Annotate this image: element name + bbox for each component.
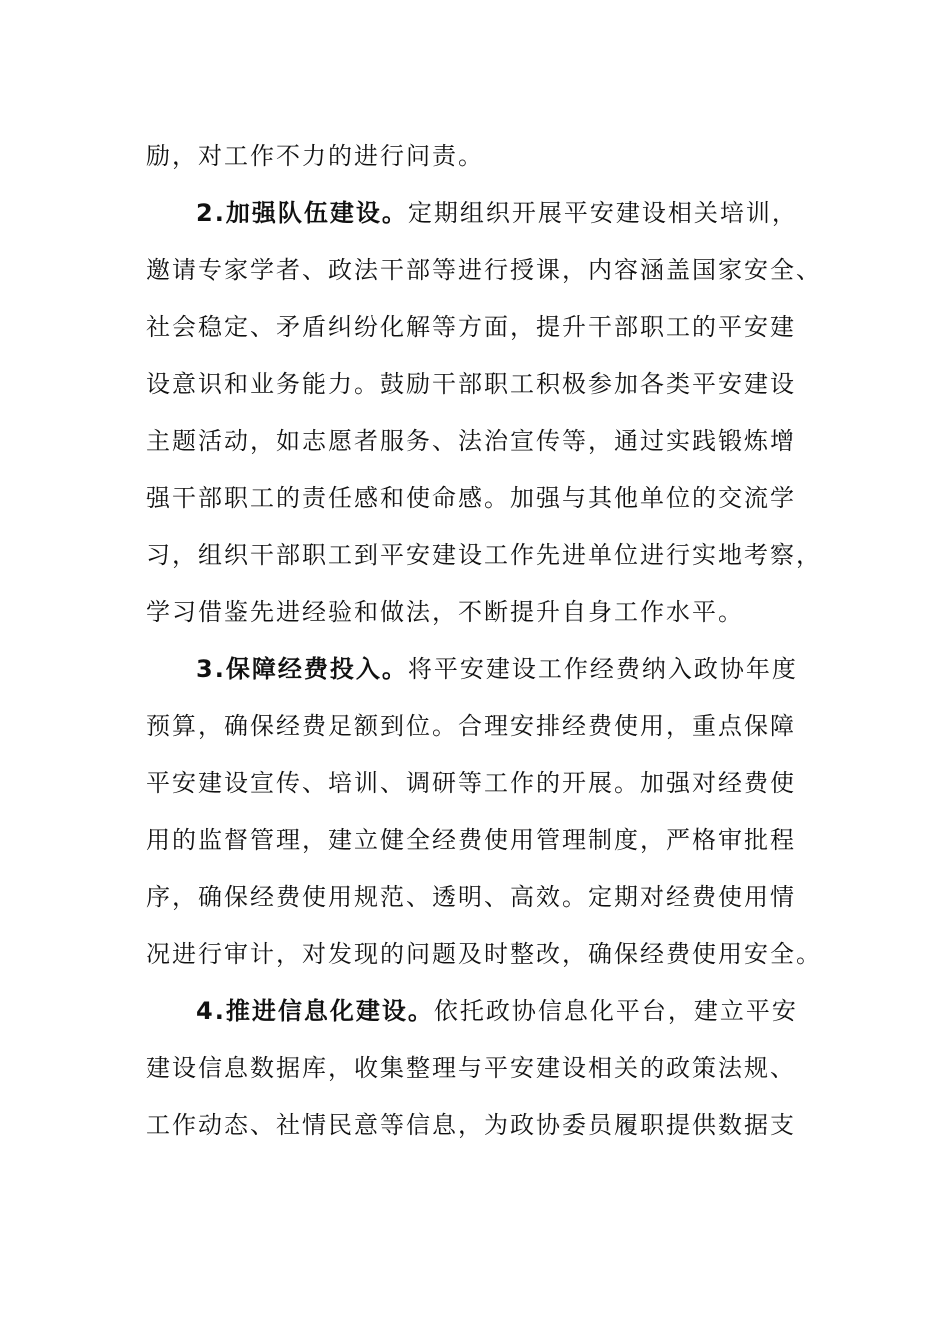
paragraph-3-line-6: 况进行审计，对发现的问题及时整改，确保经费使用安全。 [146,940,822,968]
paragraph-2-line-8: 学习借鉴先进经验和做法，不断提升自身工作水平。 [146,598,744,626]
paragraph-2-line-3: 社会稳定、矛盾纠纷化解等方面，提升干部职工的平安建 [146,313,796,341]
paragraph-3-line-4: 用的监督管理，建立健全经费使用管理制度，严格审批程 [146,826,796,854]
paragraph-4-text: 依托政协信息化平台，建立平安 [433,997,798,1025]
paragraph-3-line-5: 序，确保经费使用规范、透明、高效。定期对经费使用情 [146,883,796,911]
paragraph-4-line-1 [146,983,806,1040]
paragraph-1-line-1 [146,128,806,185]
paragraph-3-line-2: 预算，确保经费足额到位。合理安排经费使用，重点保障 [146,712,796,740]
paragraph-2-text: 定期组织开展平安建设相关培训， [407,199,798,227]
paragraph-2-line-6: 强干部职工的责任感和使命感。加强与其他单位的交流学 [146,484,796,512]
paragraph-3-heading: 3.保障经费投入。 [196,655,408,683]
paragraph-3-line-1 [146,641,806,698]
paragraph-2-heading: 2.加强队伍建设。 [196,199,408,227]
paragraph-4-line-3: 工作动态、社情民意等信息，为政协委员履职提供数据支 [146,1111,796,1139]
paragraph-4-line-2: 建设信息数据库，收集整理与平安建设相关的政策法规、 [146,1054,796,1082]
paragraph-1-text: 励，对工作不力的进行问责。 [146,142,484,170]
paragraph-3-text: 将平安建设工作经费纳入政协年度 [407,655,798,683]
paragraph-3-line-3: 平安建设宣传、培训、调研等工作的开展。加强对经费使 [146,769,796,797]
paragraph-4-heading: 4.推进信息化建设。 [196,997,434,1025]
document-body [146,128,822,1154]
paragraph-2-line-7: 习，组织干部职工到平安建设工作先进单位进行实地考察， [146,541,822,569]
paragraph-2-line-5: 主题活动，如志愿者服务、法治宣传等，通过实践锻炼增 [146,427,796,455]
paragraph-2-line-2: 邀请专家学者、政法干部等进行授课，内容涵盖国家安全、 [146,256,822,284]
paragraph-2-line-4: 设意识和业务能力。鼓励干部职工积极参加各类平安建设 [146,370,796,398]
paragraph-2-line-1 [146,185,806,242]
